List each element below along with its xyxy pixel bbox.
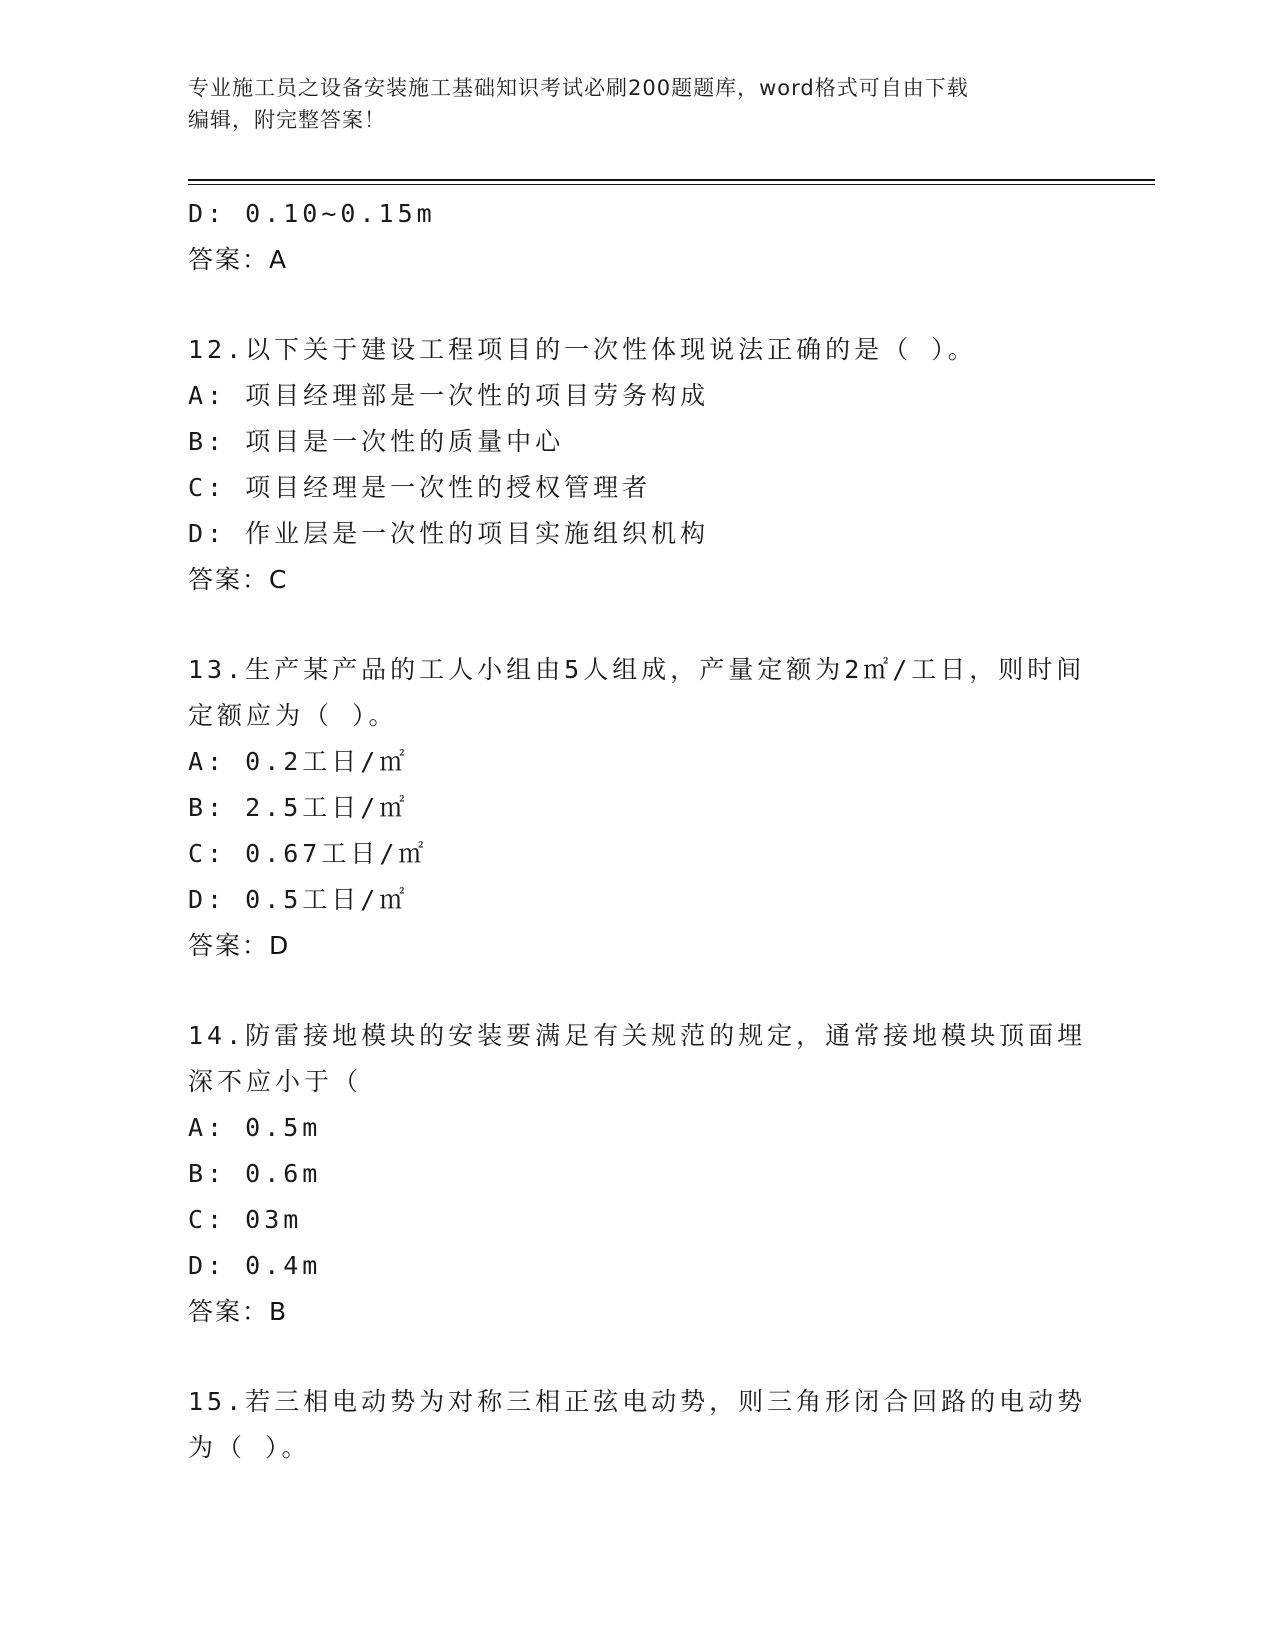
header-title-line-1: 专业施工员之设备安装施工基础知识考试必刷200题题库，word格式可自由下载: [188, 76, 969, 100]
option-a: A: 0.2工日/㎡: [188, 747, 409, 776]
option-a: A: 项目经理部是一次性的项目劳务构成: [188, 381, 710, 410]
option-d: D: 0.10~0.15m: [188, 199, 436, 228]
option-d: D: 作业层是一次性的项目实施组织机构: [188, 519, 710, 548]
question-13: [188, 647, 1088, 969]
answer-line: 答案：B: [188, 1297, 289, 1326]
header-divider-thick: [188, 179, 1155, 181]
question-14: [188, 1013, 1088, 1335]
option-b: B: 2.5工日/㎡: [188, 793, 409, 822]
answer-line: 答案：C: [188, 565, 289, 594]
question-text-line-1: 15.若三相电动势为对称三相正弦电动势，则三角形闭合回路的电动势: [188, 1387, 1087, 1416]
question-list: [188, 191, 1088, 1471]
question-text: 12.以下关于建设工程项目的一次性体现说法正确的是（ ）。: [188, 335, 977, 364]
document-header: [188, 72, 1068, 136]
option-c: C: 0.67工日/㎡: [188, 839, 428, 868]
option-b: B: 0.6m: [188, 1159, 322, 1188]
header-divider-thin: [188, 184, 1155, 185]
question-15: [188, 1379, 1088, 1471]
question-text-line-1: 13.生产某产品的工人小组由5人组成，产量定额为2㎡/工日，则时间: [188, 655, 1086, 684]
option-d: D: 0.5工日/㎡: [188, 885, 409, 914]
header-title-line-2: 编辑，附完整答案！: [188, 108, 386, 132]
question-text-line-2: 为（ ）。: [188, 1433, 311, 1462]
option-a: A: 0.5m: [188, 1113, 322, 1142]
option-b: B: 项目是一次性的质量中心: [188, 427, 565, 456]
previous-question-tail: [188, 191, 1088, 283]
question-text-line-2: 深不应小于（: [188, 1067, 363, 1096]
answer-line: 答案：D: [188, 931, 291, 960]
question-text-line-1: 14.防雷接地模块的安装要满足有关规范的规定，通常接地模块顶面埋: [188, 1021, 1087, 1050]
option-c: C: 项目经理是一次性的授权管理者: [188, 473, 652, 502]
question-text-line-2: 定额应为（ ）。: [188, 701, 398, 730]
option-d: D: 0.4m: [188, 1251, 322, 1280]
answer-line: 答案：A: [188, 245, 289, 274]
question-12: [188, 327, 1088, 603]
option-c: C: 03m: [188, 1205, 303, 1234]
